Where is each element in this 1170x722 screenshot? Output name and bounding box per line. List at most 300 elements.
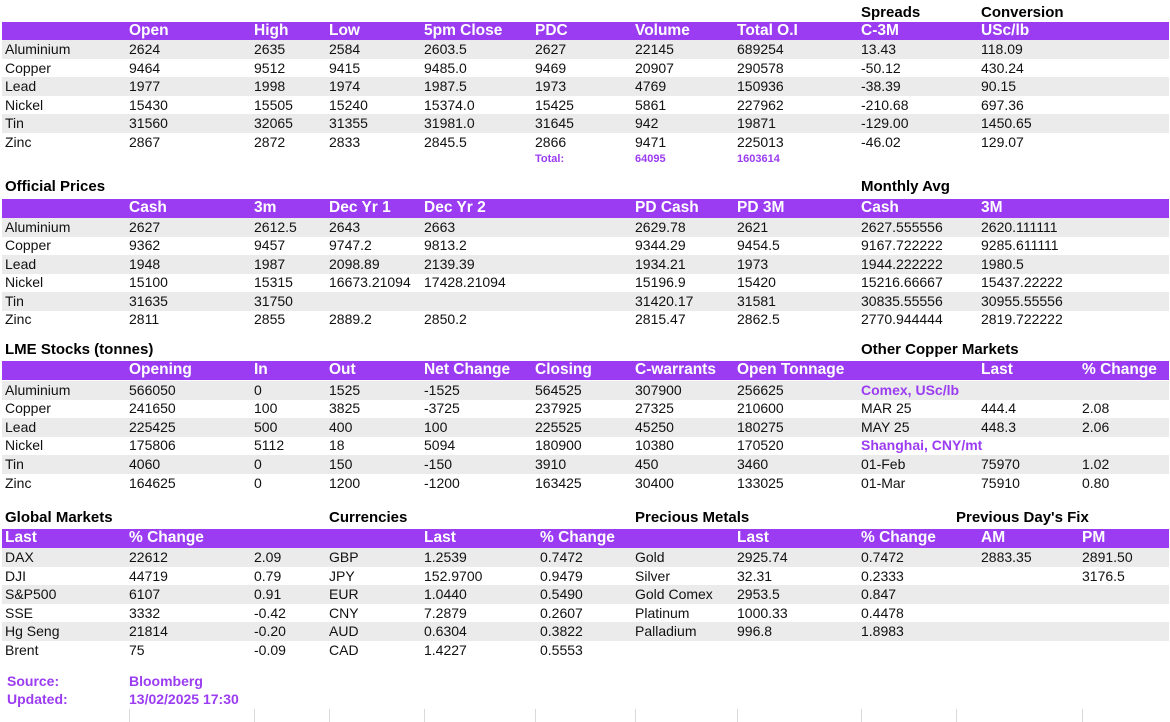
futures-row (2, 40, 1169, 59)
currency-last: 1.0440 (424, 586, 467, 602)
official-cell: 2889.2 (329, 311, 372, 327)
precious-last: 996.8 (737, 623, 773, 639)
stocks-cell: 4060 (129, 456, 161, 472)
index-last: 44719 (129, 568, 168, 584)
copper-market-subheading: Comex, USc/lb (861, 382, 960, 398)
copper-col-header: % Change (1082, 361, 1157, 378)
official-cell: 2621 (737, 219, 769, 235)
official-cell: 9167.722222 (861, 237, 943, 253)
stocks-cell: 3460 (737, 456, 769, 472)
official-cell: 9362 (129, 237, 161, 253)
stocks-cell: 10380 (635, 437, 674, 453)
official-cell: 16673.21094 (329, 274, 411, 290)
stocks-cell: 450 (635, 456, 659, 472)
stocks-row (2, 436, 1169, 455)
stocks-cell: 1200 (329, 475, 361, 491)
official-cell: 2862.5 (737, 311, 780, 327)
stocks-row (2, 399, 1169, 418)
metal-name: Zinc (5, 311, 32, 327)
stocks-cell: 180275 (737, 419, 784, 435)
index-last: 22612 (129, 549, 168, 565)
precious-col-header: % Change (861, 529, 936, 546)
metal-name: Aluminium (5, 41, 71, 57)
futures-cell: 2627 (535, 41, 567, 57)
index-last: 75 (129, 642, 145, 658)
precious-col-header: Last (737, 529, 769, 546)
stocks-row (2, 455, 1169, 474)
futures-cell: 290578 (737, 60, 784, 76)
futures-cell: 2872 (254, 134, 286, 150)
official-col-header: PD Cash (635, 199, 699, 216)
grid-divider (861, 709, 862, 722)
index-pct-change: -0.42 (254, 605, 286, 621)
official-cell: 15196.9 (635, 274, 686, 290)
precious-last: 1000.33 (737, 605, 788, 621)
futures-cell: 20907 (635, 60, 674, 76)
index-name: DJI (5, 568, 26, 584)
bottom-column-header (2, 529, 1169, 548)
index-pct-change: 2.09 (254, 549, 282, 565)
currency-last: 0.6304 (424, 623, 467, 639)
lme-stocks-title: LME Stocks (tonnes) (5, 341, 154, 358)
other-copper-markets-title: Other Copper Markets (861, 341, 1019, 358)
futures-cell: -46.02 (861, 134, 901, 150)
official-column-header (2, 199, 1169, 218)
bottom-title-row (2, 509, 1169, 528)
stocks-cell: 3825 (329, 400, 361, 416)
stocks-cell: -150 (424, 456, 453, 472)
precious-metal-name: Platinum (635, 605, 690, 621)
stocks-cell: 180900 (535, 437, 582, 453)
official-cell: 15437.22222 (981, 274, 1063, 290)
official-cell: 30955.55556 (981, 293, 1063, 309)
official-col-header: PD 3M (737, 199, 785, 216)
copper-contract-label: 01-Feb (861, 456, 906, 472)
official-cell: 15315 (254, 274, 293, 290)
official-cell: 2620.111111 (981, 219, 1058, 235)
futures-cell: 90.15 (981, 78, 1017, 94)
official-cell: 1987 (254, 256, 286, 272)
stocks-cell: 307900 (635, 382, 682, 398)
bottom-row (2, 567, 1169, 586)
metal-name: Copper (5, 400, 51, 416)
futures-cell: 2635 (254, 41, 286, 57)
index-name: SSE (5, 605, 34, 621)
futures-cell: 1998 (254, 78, 286, 94)
official-cell: 2612.5 (254, 219, 297, 235)
metal-name: Zinc (5, 134, 32, 150)
official-cell: 1934.21 (635, 256, 686, 272)
official-cell: 2855 (254, 311, 286, 327)
futures-cell: 2866 (535, 134, 567, 150)
stocks-cell: 133025 (737, 475, 784, 491)
index-name: Brent (5, 642, 39, 658)
stocks-cell: 5094 (424, 437, 456, 453)
fix-am: 2883.35 (981, 549, 1032, 565)
futures-cell: 697.36 (981, 97, 1024, 113)
bottom-row (2, 548, 1169, 567)
official-col-header: 3m (254, 199, 277, 216)
official-cell: 2139.39 (424, 256, 475, 272)
futures-cell: 32065 (254, 115, 293, 131)
copper-contract-label: MAR 25 (861, 400, 912, 416)
monthly-avg-title: Monthly Avg (861, 178, 950, 195)
stocks-cell: 400 (329, 419, 353, 435)
futures-cell: 15374.0 (424, 97, 475, 113)
currency-pct-change: 0.7472 (540, 549, 583, 565)
metal-name: Zinc (5, 475, 32, 491)
official-cell: 15100 (129, 274, 168, 290)
futures-cell: 31645 (535, 115, 574, 131)
total-open-interest: 1603614 (737, 153, 780, 165)
index-last: 3332 (129, 605, 161, 621)
precious-metal-name: Palladium (635, 623, 697, 639)
precious-last: 32.31 (737, 568, 773, 584)
stocks-cell: 1525 (329, 382, 361, 398)
stocks-cell: 170520 (737, 437, 784, 453)
official-row (2, 273, 1169, 292)
metal-name: Tin (5, 456, 24, 472)
total-volume: 64095 (635, 153, 666, 165)
stocks-cell: 225525 (535, 419, 582, 435)
official-cell: 9344.29 (635, 237, 686, 253)
official-row (2, 255, 1169, 274)
official-cell: 15420 (737, 274, 776, 290)
total-label: Total: (535, 153, 565, 165)
currency-last: 152.9700 (424, 568, 483, 584)
official-cell: 2627 (129, 219, 161, 235)
official-cell: 31750 (254, 293, 293, 309)
official-cell: 2815.47 (635, 311, 686, 327)
official-cell: 30835.55556 (861, 293, 943, 309)
futures-row (2, 96, 1169, 115)
grid-divider (129, 709, 130, 722)
official-cell: 2819.722222 (981, 311, 1063, 327)
futures-col-header: C-3M (861, 22, 899, 39)
currency-last: 1.2539 (424, 549, 467, 565)
bottom-row (2, 641, 1169, 660)
copper-pct-change: 2.06 (1082, 419, 1110, 435)
metal-name: Aluminium (5, 219, 71, 235)
stocks-cell: 237925 (535, 400, 582, 416)
futures-col-header: USc/lb (981, 22, 1030, 39)
copper-last-price: 75910 (981, 475, 1020, 491)
official-cell: 31581 (737, 293, 776, 309)
currency-pct-change: 0.9479 (540, 568, 583, 584)
official-cell: 2629.78 (635, 219, 686, 235)
precious-pct-change: 0.7472 (861, 549, 904, 565)
precious-pct-change: 1.8983 (861, 623, 904, 639)
index-pct-change: -0.09 (254, 642, 286, 658)
copper-pct-change: 2.08 (1082, 400, 1110, 416)
currency-code: EUR (329, 586, 359, 602)
official-col-header: Dec Yr 1 (329, 199, 391, 216)
official-row (2, 236, 1169, 255)
official-cell: 2643 (329, 219, 361, 235)
official-cell: 2811 (129, 311, 160, 327)
stocks-cell: 164625 (129, 475, 176, 491)
stocks-cell: 30400 (635, 475, 674, 491)
grid-divider (329, 709, 330, 722)
stocks-cell: 5112 (254, 437, 285, 453)
futures-cell: 9469 (535, 60, 567, 76)
precious-metal-name: Gold Comex (635, 586, 713, 602)
bottom-row (2, 585, 1169, 604)
metal-name: Copper (5, 60, 51, 76)
stocks-col-header: Open Tonnage (737, 361, 845, 378)
stocks-cell: 27325 (635, 400, 674, 416)
global-col-header: Last (5, 529, 37, 546)
stocks-cell: 100 (424, 419, 448, 435)
copper-pct-change: 0.80 (1082, 475, 1110, 491)
futures-cell: 150936 (737, 78, 784, 94)
official-cell: 1948 (129, 256, 161, 272)
futures-cell: 2624 (129, 41, 161, 57)
futures-cell: 9471 (635, 134, 667, 150)
stocks-cell: 500 (254, 419, 278, 435)
grid-divider (535, 709, 536, 722)
index-name: S&P500 (5, 586, 57, 602)
stocks-col-header: C-warrants (635, 361, 716, 378)
index-name: DAX (5, 549, 34, 565)
futures-cell: 9512 (254, 60, 286, 76)
futures-cell: 9415 (329, 60, 361, 76)
stocks-col-header: In (254, 361, 268, 378)
official-cell: 9454.5 (737, 237, 780, 253)
futures-cell: 129.07 (981, 134, 1024, 150)
metal-name: Copper (5, 237, 51, 253)
currency-col-header: % Change (540, 529, 615, 546)
precious-pct-change: 0.847 (861, 586, 897, 602)
copper-contract-label: MAY 25 (861, 419, 910, 435)
grid-divider (956, 709, 957, 722)
futures-cell: 31981.0 (424, 115, 475, 131)
metal-name: Aluminium (5, 382, 71, 398)
stocks-column-header (2, 361, 1169, 380)
copper-market-subheading: Shanghai, CNY/mt (861, 437, 983, 453)
bottom-row (2, 604, 1169, 623)
copper-last-price: 448.3 (981, 419, 1017, 435)
metal-name: Tin (5, 293, 24, 309)
currency-code: GBP (329, 549, 359, 565)
official-cell: 9457 (254, 237, 286, 253)
futures-total-row (2, 151, 1169, 170)
futures-cell: 2867 (129, 134, 161, 150)
futures-column-header (2, 22, 1169, 41)
official-cell: 9285.611111 (981, 237, 1059, 253)
precious-pct-change: 0.2333 (861, 568, 904, 584)
futures-col-header: PDC (535, 22, 568, 39)
updated-timestamp: 13/02/2025 17:30 (129, 691, 239, 707)
official-cell: 31420.17 (635, 293, 694, 309)
fix-pm: 3176.5 (1082, 568, 1125, 584)
metal-name: Nickel (5, 437, 44, 453)
stocks-col-header: Opening (129, 361, 192, 378)
futures-cell: 2833 (329, 134, 361, 150)
futures-cell: 19871 (737, 115, 776, 131)
currency-last: 1.4227 (424, 642, 467, 658)
official-row (2, 310, 1169, 329)
futures-cell: 15505 (254, 97, 293, 113)
currency-pct-change: 0.2607 (540, 605, 583, 621)
stocks-cell: 256625 (737, 382, 784, 398)
currency-last: 7.2879 (424, 605, 467, 621)
futures-col-header: Low (329, 22, 360, 39)
futures-cell: 689254 (737, 41, 784, 57)
currency-code: AUD (329, 623, 359, 639)
stocks-cell: 225425 (129, 419, 176, 435)
futures-cell: 9485.0 (424, 60, 467, 76)
grid-divider (424, 709, 425, 722)
stocks-cell: 0 (254, 382, 262, 398)
grid-divider (635, 709, 636, 722)
futures-cell: -210.68 (861, 97, 909, 113)
stocks-cell: 150 (329, 456, 353, 472)
futures-col-header: Total O.I (737, 22, 798, 39)
stocks-col-header: Out (329, 361, 356, 378)
metal-name: Lead (5, 78, 37, 94)
futures-col-header: 5pm Close (424, 22, 503, 39)
stocks-row (2, 418, 1169, 437)
metal-name: Nickel (5, 97, 44, 113)
futures-cell: 9464 (129, 60, 161, 76)
futures-cell: 31355 (329, 115, 368, 131)
precious-metal-name: Silver (635, 568, 671, 584)
precious-metal-name: Gold (635, 549, 665, 565)
futures-row (2, 114, 1169, 133)
official-col-header: Dec Yr 2 (424, 199, 486, 216)
currency-pct-change: 0.5490 (540, 586, 583, 602)
index-last: 6107 (129, 586, 161, 602)
fix-col-header: AM (981, 529, 1006, 546)
currency-pct-change: 0.3822 (540, 623, 583, 639)
copper-pct-change: 1.02 (1082, 456, 1110, 472)
futures-cell: 15425 (535, 97, 574, 113)
futures-cell: 227962 (737, 97, 784, 113)
metal-name: Lead (5, 256, 37, 272)
stocks-cell: 18 (329, 437, 345, 453)
official-cell: 1944.222222 (861, 256, 943, 272)
futures-cell: 4769 (635, 78, 667, 94)
index-last: 21814 (129, 623, 168, 639)
official-cell: 2770.944444 (861, 311, 943, 327)
futures-col-header: High (254, 22, 289, 39)
futures-row (2, 133, 1169, 152)
conversion-heading: Conversion (981, 4, 1064, 21)
stocks-cell: 0 (254, 456, 262, 472)
futures-cell: 15430 (129, 97, 168, 113)
currency-col-header: Last (424, 529, 456, 546)
currencies-title: Currencies (329, 509, 408, 526)
official-row (2, 292, 1169, 311)
copper-last-price: 444.4 (981, 400, 1017, 416)
futures-cell: 430.24 (981, 60, 1024, 76)
futures-cell: 2603.5 (424, 41, 467, 57)
metal-name: Tin (5, 115, 24, 131)
futures-cell: 13.43 (861, 41, 897, 57)
official-cell: 1980.5 (981, 256, 1024, 272)
futures-cell: -38.39 (861, 78, 901, 94)
copper-last-price: 75970 (981, 456, 1020, 472)
official-title-row (2, 178, 1169, 197)
stocks-cell: 210600 (737, 400, 784, 416)
futures-cell: 1450.65 (981, 115, 1032, 131)
metal-name: Lead (5, 419, 37, 435)
precious-last: 2925.74 (737, 549, 788, 565)
futures-cell: 2845.5 (424, 134, 467, 150)
fix-col-header: PM (1082, 529, 1106, 546)
global-markets-title: Global Markets (5, 509, 113, 526)
official-col-header: Cash (129, 199, 167, 216)
index-pct-change: -0.20 (254, 623, 286, 639)
stocks-col-header: Closing (535, 361, 592, 378)
official-cell: 9747.2 (329, 237, 372, 253)
stocks-cell: 175806 (129, 437, 176, 453)
official-cell: 2627.555556 (861, 219, 943, 235)
official-prices-title: Official Prices (5, 178, 106, 195)
currency-code: JPY (329, 568, 355, 584)
bottom-row (2, 622, 1169, 641)
official-cell: 17428.21094 (424, 274, 506, 290)
futures-cell: 2584 (329, 41, 361, 57)
official-row (2, 218, 1169, 237)
currency-code: CAD (329, 642, 359, 658)
stocks-cell: 241650 (129, 400, 176, 416)
spreads-heading: Spreads (861, 4, 921, 21)
official-col-header: 3M (981, 199, 1003, 216)
index-pct-change: 0.91 (254, 586, 282, 602)
futures-cell: -129.00 (861, 115, 909, 131)
official-cell: 2098.89 (329, 256, 380, 272)
stocks-cell: 564525 (535, 382, 582, 398)
precious-last: 2953.5 (737, 586, 780, 602)
futures-row (2, 77, 1169, 96)
index-pct-change: 0.79 (254, 568, 282, 584)
stocks-cell: 566050 (129, 382, 176, 398)
futures-cell: 942 (635, 115, 659, 131)
futures-cell: 5861 (635, 97, 667, 113)
futures-col-header: Open (129, 22, 169, 39)
stocks-cell: 3910 (535, 456, 567, 472)
precious-metals-title: Precious Metals (635, 509, 750, 526)
futures-cell: 1977 (129, 78, 161, 94)
stocks-cell: 45250 (635, 419, 674, 435)
futures-cell: 118.09 (981, 41, 1023, 57)
previous-days-fix-title: Previous Day's Fix (956, 509, 1089, 526)
stocks-cell: -3725 (424, 400, 460, 416)
grid-divider (254, 709, 255, 722)
futures-cell: 15240 (329, 97, 368, 113)
official-cell: 2850.2 (424, 311, 467, 327)
futures-cell: 1974 (329, 78, 361, 94)
stocks-cell: -1200 (424, 475, 460, 491)
stocks-cell: -1525 (424, 382, 460, 398)
source-value: Bloomberg (129, 673, 203, 689)
index-name: Hg Seng (5, 623, 60, 639)
copper-col-header: Last (981, 361, 1013, 378)
stocks-col-header: Net Change (424, 361, 511, 378)
futures-cell: 1973 (535, 78, 567, 94)
global-col-header: % Change (129, 529, 204, 546)
precious-pct-change: 0.4478 (861, 605, 904, 621)
currency-pct-change: 0.5553 (540, 642, 583, 658)
official-cell: 31635 (129, 293, 168, 309)
official-col-header: Cash (861, 199, 899, 216)
official-cell: 15216.66667 (861, 274, 943, 290)
metal-name: Nickel (5, 274, 44, 290)
official-cell: 1973 (737, 256, 769, 272)
official-cell: 9813.2 (424, 237, 467, 253)
